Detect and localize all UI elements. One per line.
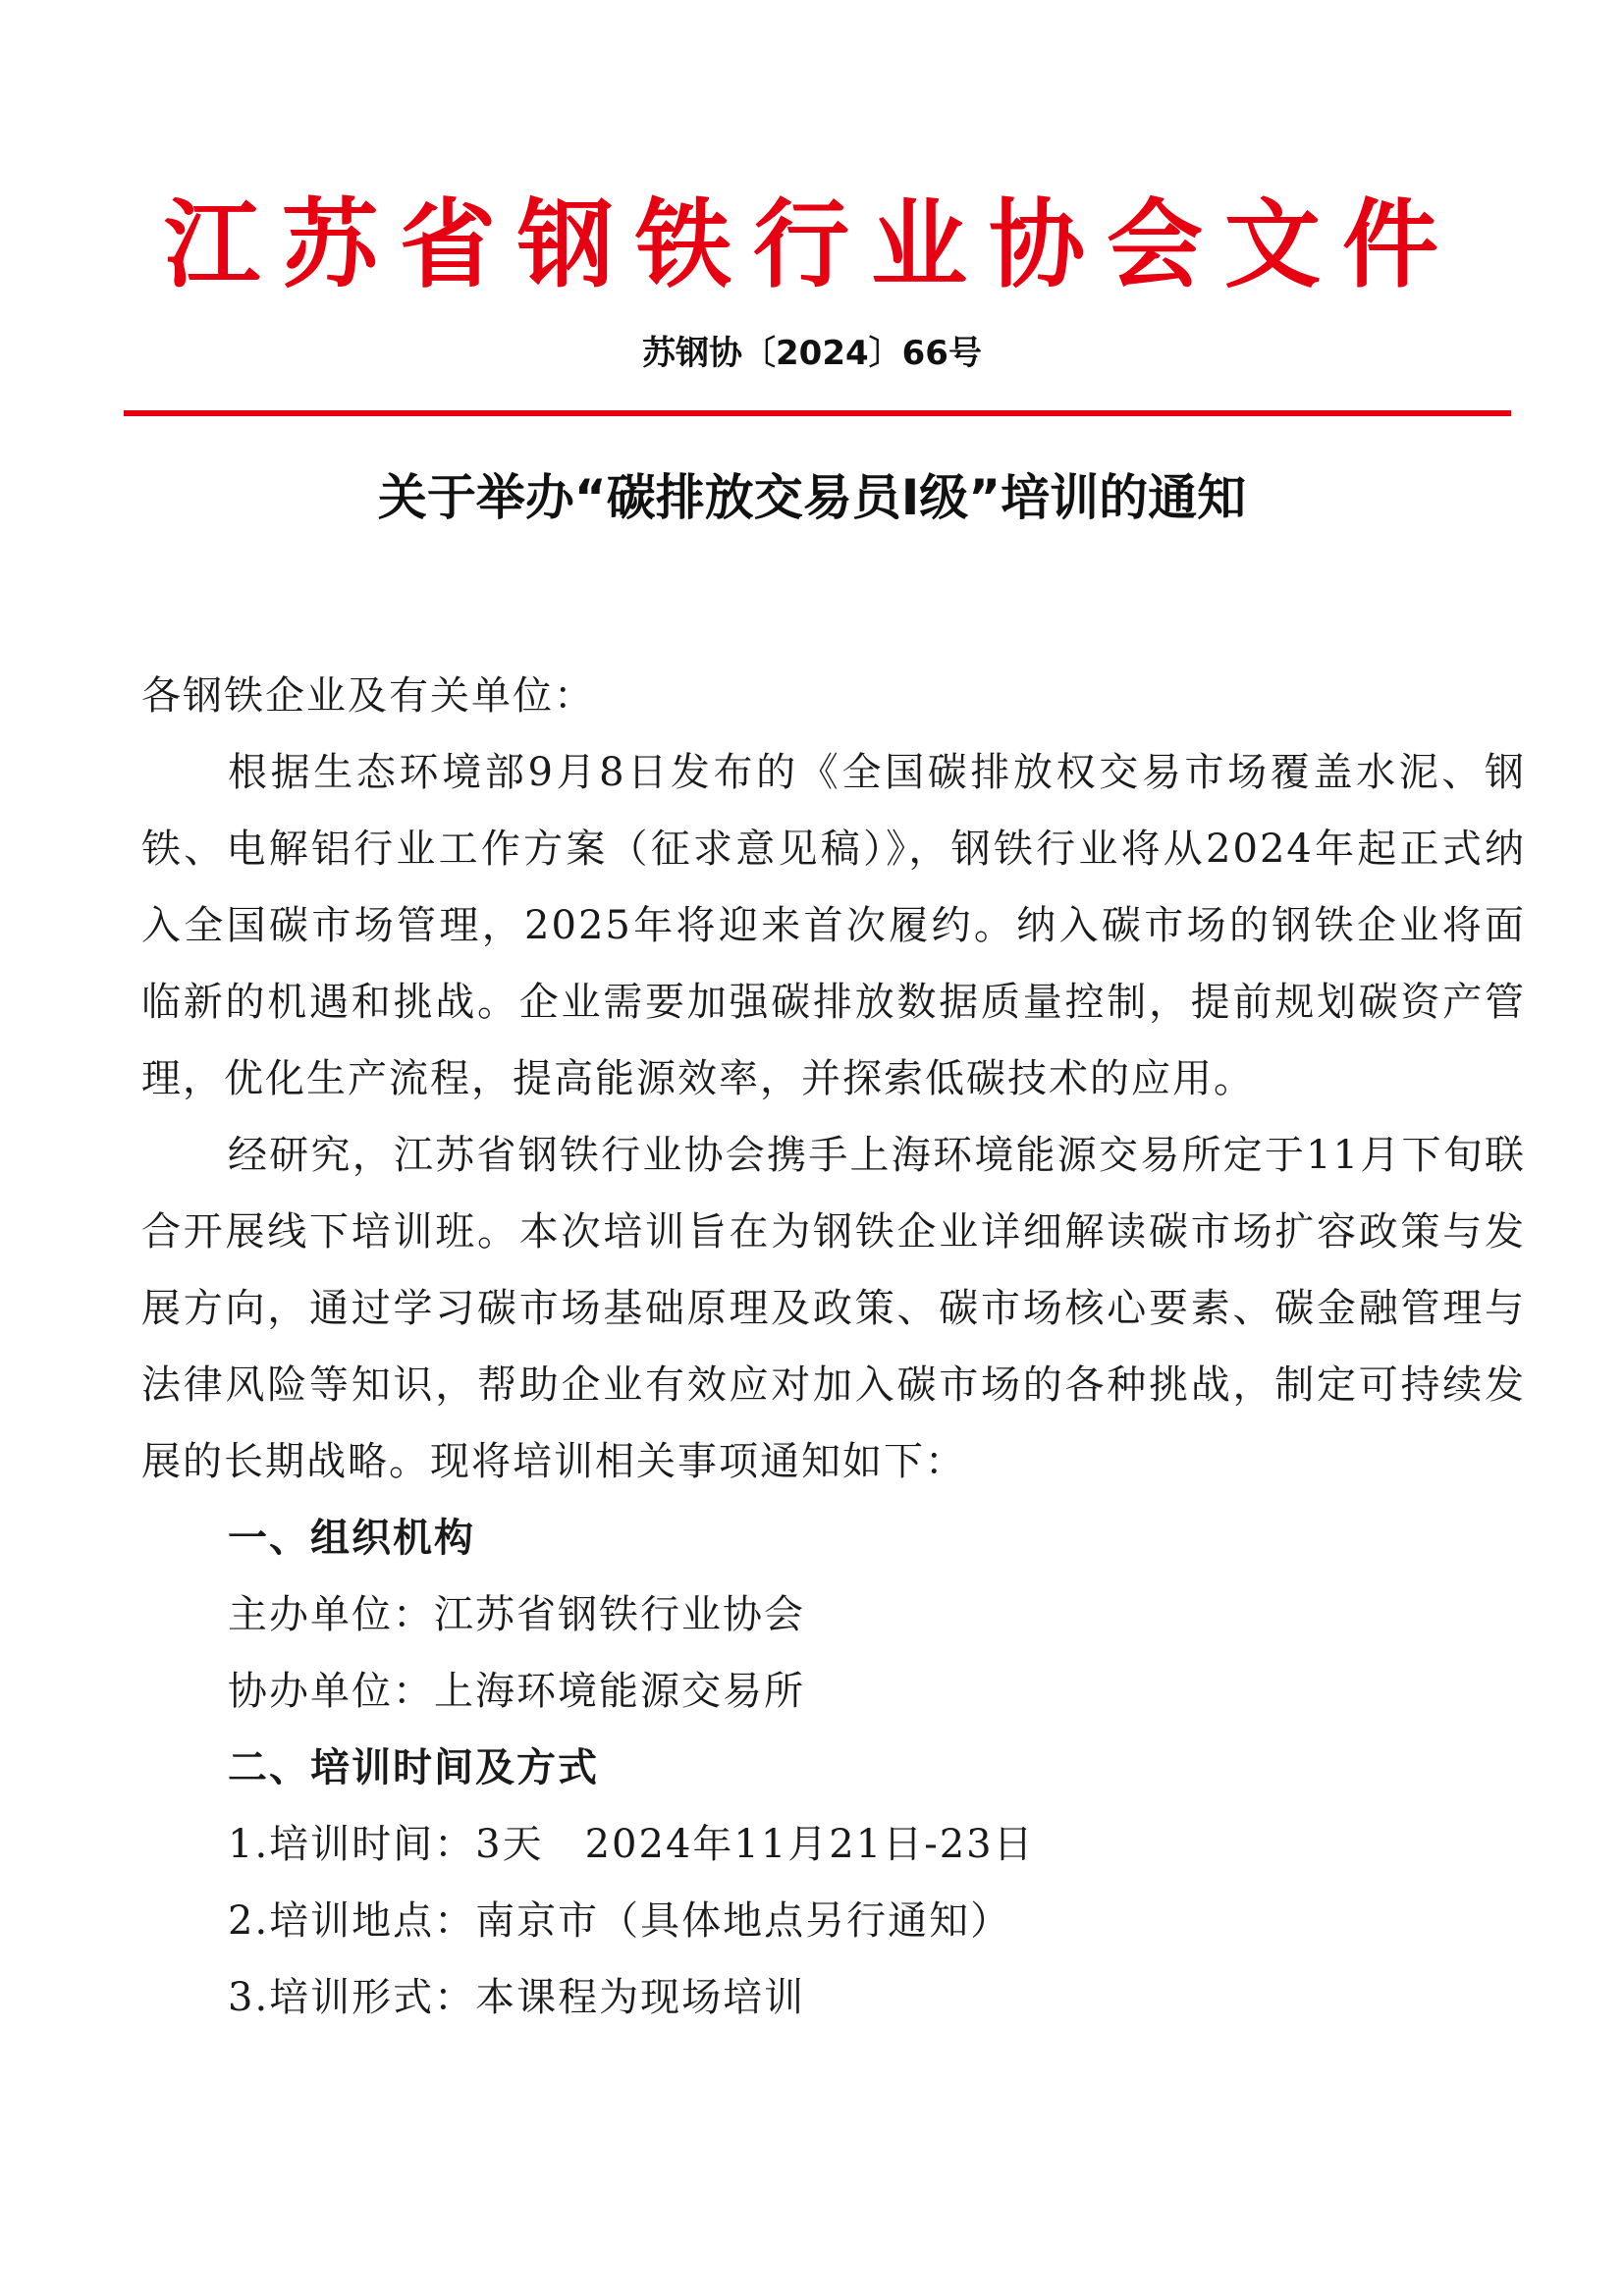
document-header-title: 江苏省钢铁行业协会文件 bbox=[163, 188, 1460, 301]
training-location-item: 2.培训地点：南京市（具体地点另行通知） bbox=[228, 1898, 1012, 1944]
header-divider bbox=[124, 410, 1511, 416]
document-number: 苏钢协〔2024〕66号 bbox=[642, 334, 982, 373]
section-heading-time-method: 二、培训时间及方式 bbox=[228, 1745, 599, 1790]
salutation: 各钢铁企业及有关单位： bbox=[141, 673, 595, 719]
body-paragraph-2: 经研究，江苏省钢铁行业协会携手上海环境能源交易所定于11月下旬联合开展线下培训班。本次培训旨在为钢铁企业详细解读碳市场扩容政策与发展方向，通过学习碳市场基础原理及政策、碳市场核心要素、碳金融管理与法律风险等知识，帮助企业有效应对加入碳市场的各种挑战，制定可持续发展的长期战略。现将培训相关事项通知如下： bbox=[141, 1133, 1526, 1484]
training-time-item: 1.培训时间：3天 2024年11月21日-23日 bbox=[228, 1822, 1035, 1867]
body-paragraph-1: 根据生态环境部9月8日发布的《全国碳排放权交易市场覆盖水泥、钢铁、电解铝行业工作方案（征求意见稿）》，钢铁行业将从2024年起正式纳入全国碳市场管理，2025年将迎来首次履约。纳入碳市场的钢铁企业将面临新的机遇和挑战。企业需要加强碳排放数据质量控制，提前规划碳资产管理，优化生产流程，提高能源效率，并探索低碳技术的应用。 bbox=[141, 750, 1526, 1101]
document-body bbox=[141, 658, 1526, 2036]
training-format-item: 3.培训形式：本课程为现场培训 bbox=[228, 1975, 806, 2020]
section-heading-organization: 一、组织机构 bbox=[228, 1516, 475, 1561]
co-organizer-line: 协办单位：上海环境能源交易所 bbox=[228, 1669, 805, 1714]
organizer-line: 主办单位：江苏省钢铁行业协会 bbox=[228, 1592, 805, 1637]
notice-title: 关于举办“碳排放交易员Ⅰ级”培训的通知 bbox=[377, 469, 1247, 526]
